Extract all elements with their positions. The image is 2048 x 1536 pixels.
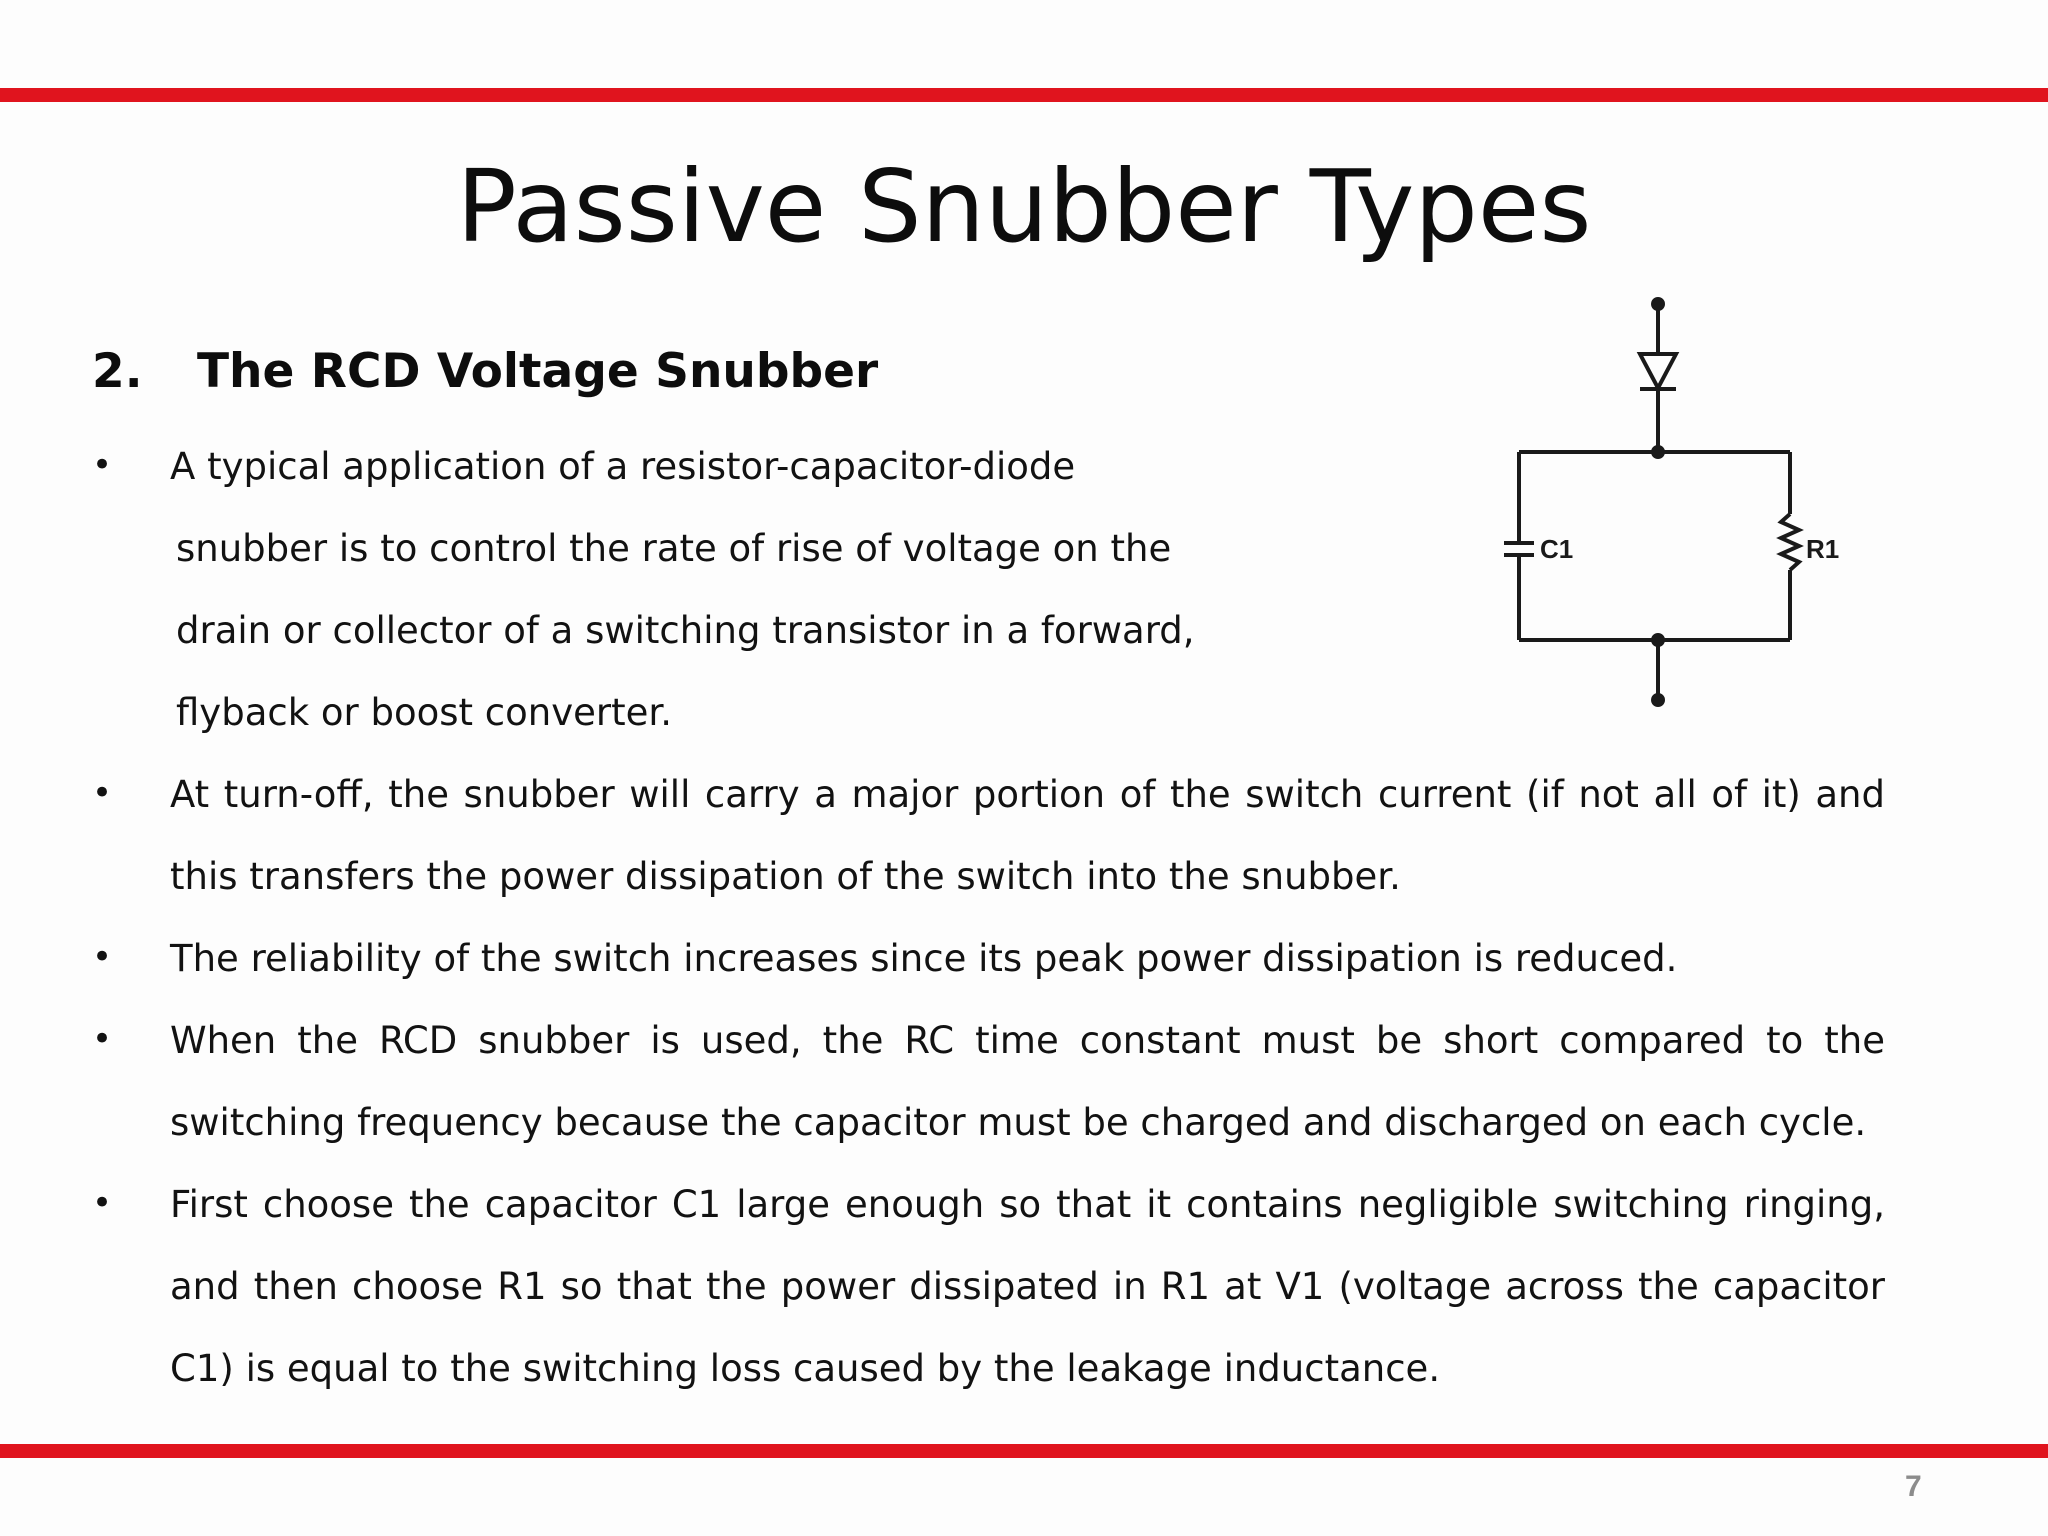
bullet-2-line-1: At turn-off, the snubber will carry a major portion of the switch current (if not all of it) and bbox=[170, 773, 1885, 816]
bullet-1-line-4: flyback or boost converter. bbox=[176, 691, 672, 734]
bullet-marker: • bbox=[92, 937, 113, 977]
bullet-marker: • bbox=[92, 1183, 113, 1223]
resistor-label: R1 bbox=[1806, 534, 1840, 564]
bullet-1-line-2: snubber is to control the rate of rise of voltage on the bbox=[176, 527, 1172, 570]
capacitor-label: C1 bbox=[1540, 534, 1574, 564]
rcd-snubber-circuit-diagram bbox=[1490, 292, 1870, 722]
bottom-accent-rule bbox=[0, 1444, 2048, 1458]
resistor-symbol bbox=[1781, 514, 1799, 570]
bullet-marker: • bbox=[92, 445, 113, 485]
bullet-1-line-1: A typical application of a resistor-capacitor-diode bbox=[170, 445, 1076, 488]
bottom-terminal-dot bbox=[1653, 695, 1663, 705]
page-number: 7 bbox=[1905, 1470, 1922, 1503]
bullet-4-line-1: When the RCD snubber is used, the RC time constant must be short compared to the bbox=[170, 1019, 1885, 1062]
section-title: The RCD Voltage Snubber bbox=[197, 344, 879, 399]
bullet-5-line-1: First choose the capacitor C1 large enough so that it contains negligible switching ringing, bbox=[170, 1183, 1885, 1226]
top-accent-rule bbox=[0, 88, 2048, 102]
diode-symbol bbox=[1640, 354, 1676, 389]
bullet-marker: • bbox=[92, 1019, 113, 1059]
bullet-marker: • bbox=[92, 773, 113, 813]
bullet-5-line-2: and then choose R1 so that the power dissipated in R1 at V1 (voltage across the capacitor bbox=[170, 1265, 1885, 1308]
bullet-2-line-2: this transfers the power dissipation of the switch into the snubber. bbox=[170, 855, 1401, 898]
bullet-3-line-1: The reliability of the switch increases since its peak power dissipation is reduced. bbox=[170, 937, 1678, 980]
slide-title: Passive Snubber Types bbox=[456, 148, 1592, 265]
bullet-5-line-3: C1) is equal to the switching loss caused by the leakage inductance. bbox=[170, 1347, 1441, 1390]
bullet-1-line-3: drain or collector of a switching transistor in a forward, bbox=[176, 609, 1195, 652]
bullet-4-line-2: switching frequency because the capacitor must be charged and discharged on each cycle. bbox=[170, 1101, 1867, 1144]
capacitor-symbol bbox=[1504, 543, 1534, 555]
section-number: 2. bbox=[92, 344, 143, 399]
section-heading bbox=[92, 344, 878, 399]
